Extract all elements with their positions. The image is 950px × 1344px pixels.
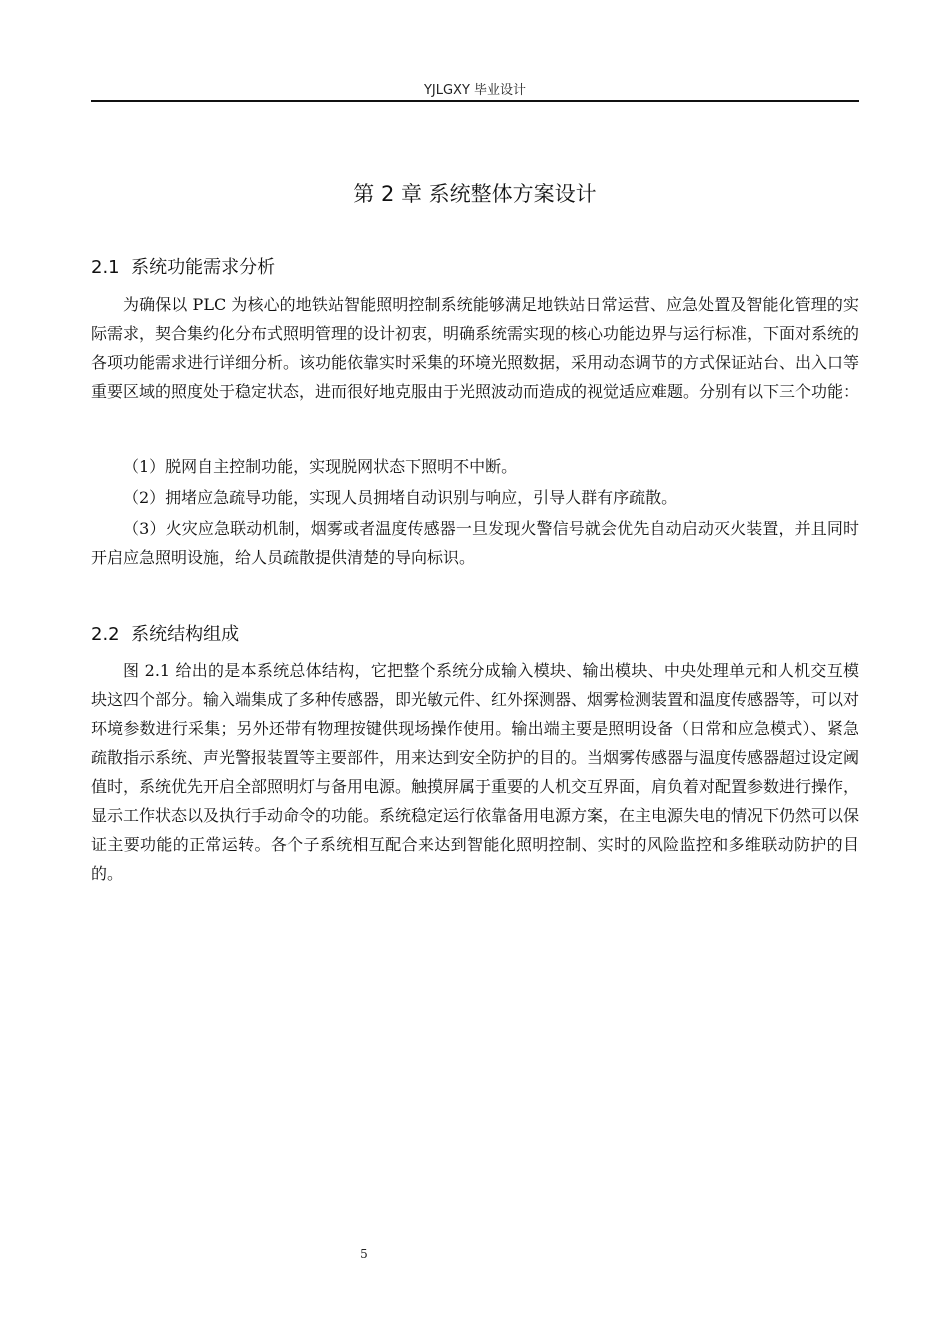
chapter-title: 第 2 章 系统整体方案设计 [353, 182, 597, 206]
running-header: YJLGXY 毕业设计 [423, 83, 527, 98]
section-2-2-paragraph: 图 2.1 给出的是本系统总体结构，它把整个系统分成输入模块、输出模块、中央处理单元和人机交互模块这四个部分。输入端集成了多种传感器，即光敏元件、红外探测器、烟雾检测装置和温度传感器等，可以对环境参数进行采集；另外还带有物理按键供现场操作使用。输出端主要是照明设备（日常和应急模式）、紧急疏散指示系统、声光警报装置等主要部件，用来达到安全防护的目的。当烟雾传感器与温度传感器超过设定阈值时，系统优先开启全部照明灯与备用电源。触摸屏属于重要的人机交互界面，肩负着对配置参数进行操作，显示工作状态以及执行手动命令的功能。系统稳定运行依靠备用电源方案，在主电源失电的情况下仍然可以保证主要功能的正常运转。各个子系统相互配合来达到智能化照明控制、实时的风险监控和多维联动防护的目的。 [91, 661, 860, 883]
header-rule [91, 100, 859, 102]
page-number: 5 [360, 1247, 368, 1261]
function-item-1: （1）脱网自主控制功能，实现脱网状态下照明不中断。 [123, 457, 518, 476]
section-heading-2-2: 2.2 系统结构组成 [91, 624, 240, 645]
function-item-3: （3）火灾应急联动机制，烟雾或者温度传感器一旦发现火警信号就会优先自动启动灭火装置，并且同时开启应急照明设施，给人员疏散提供清楚的导向标识。 [91, 519, 859, 567]
section-2-1-paragraph: 为确保以 PLC 为核心的地铁站智能照明控制系统能够满足地铁站日常运营、应急处置及智能化管理的实际需求，契合集约化分布式照明管理的设计初衷，明确系统需实现的核心功能边界与运行标准，下面对系统的各项功能需求进行详细分析。该功能依靠实时采集的环境光照数据，采用动态调节的方式保证站台、出入口等重要区域的照度处于稳定状态，进而很好地克服由于光照波动而造成的视觉适应难题。分别有以下三个功能： [91, 295, 860, 401]
section-heading-2-1: 2.1 系统功能需求分析 [91, 257, 276, 278]
function-item-2: （2）拥堵应急疏导功能，实现人员拥堵自动识别与响应，引导人群有序疏散。 [123, 488, 678, 507]
